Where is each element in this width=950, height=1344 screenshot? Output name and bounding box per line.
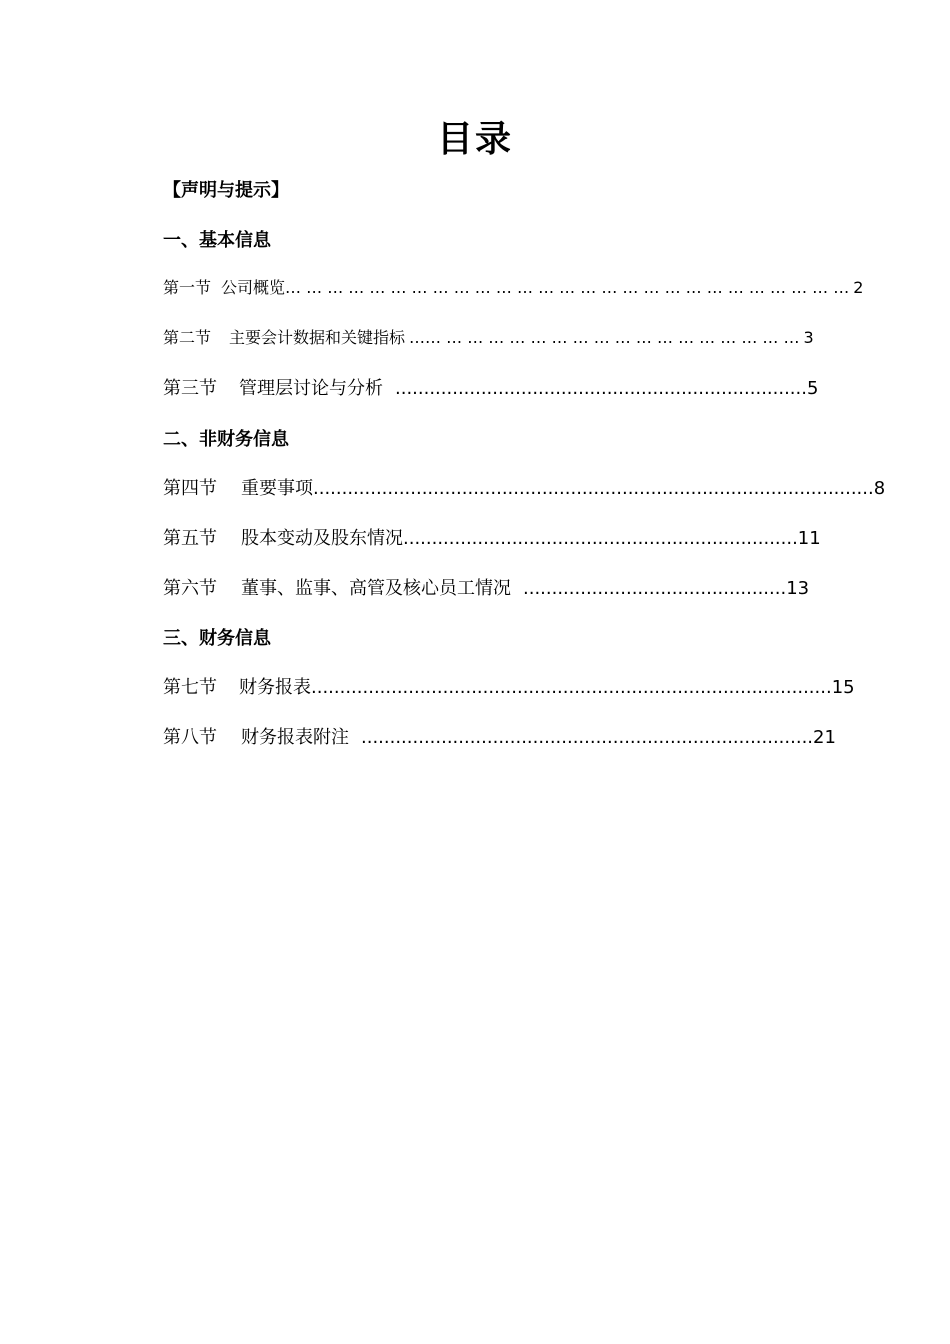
toc-leader: .............................................. — [523, 578, 787, 599]
toc-page-number: 13 — [786, 578, 810, 599]
part-heading-non-financial-info: 二、非财务信息 — [163, 429, 289, 450]
toc-section-number: 第三节 — [163, 378, 217, 399]
declaration-heading: 【声明与提示】 — [163, 180, 289, 201]
toc-entry-section-5[interactable] — [163, 527, 821, 551]
toc-entry-section-4[interactable] — [163, 477, 886, 501]
toc-section-title: 主要会计数据和关键指标 — [229, 328, 406, 347]
toc-section-number: 第八节 — [163, 727, 217, 748]
toc-leader: …… … … … … … … … … … … … … … … … … … — [409, 328, 800, 347]
toc-page-number: 3 — [803, 328, 814, 347]
toc-section-number: 第七节 — [163, 677, 217, 698]
toc-entry-section-7[interactable] — [163, 676, 855, 700]
toc-section-number: 第一节 — [163, 278, 212, 297]
toc-section-number: 第二节 — [163, 328, 212, 347]
toc-section-number: 第五节 — [163, 528, 217, 549]
toc-section-title: 管理层讨论与分析 — [239, 378, 383, 399]
toc-leader: ..................................................................... — [403, 528, 798, 549]
toc-page-number: 8 — [873, 478, 886, 499]
toc-page-number: 21 — [813, 727, 836, 748]
toc-page-number: 5 — [806, 378, 819, 399]
toc-section-number: 第四节 — [163, 478, 217, 499]
part-heading-financial-info: 三、财务信息 — [163, 628, 271, 649]
toc-leader: ............................................................................... — [361, 727, 814, 748]
toc-page-number: 11 — [797, 528, 821, 549]
toc-section-number: 第六节 — [163, 578, 217, 599]
page-title: 目录 — [436, 119, 513, 160]
toc-leader: .................................................................................................. — [313, 478, 874, 499]
toc-entry-section-6[interactable] — [163, 577, 810, 601]
toc-entry-section-1[interactable] — [163, 276, 864, 300]
toc-section-title: 重要事项 — [241, 478, 313, 499]
toc-entry-section-8[interactable] — [163, 726, 836, 750]
toc-entry-section-3[interactable] — [163, 377, 819, 401]
toc-section-title: 董事、监事、高管及核心员工情况 — [241, 578, 511, 599]
toc-leader: … … … … … … … … … … … … … … … … … … … … … … … … … … … — [285, 278, 850, 297]
toc-entry-section-2[interactable] — [163, 326, 814, 350]
toc-page-number: 15 — [831, 677, 855, 698]
toc-section-title: 财务报表附注 — [241, 727, 349, 748]
toc-leader: ........................................................................................... — [311, 677, 832, 698]
toc-section-title: 财务报表 — [239, 677, 311, 698]
toc-section-title: 公司概览 — [221, 278, 286, 297]
part-heading-basic-info: 一、基本信息 — [163, 230, 271, 251]
toc-section-title: 股本变动及股东情况 — [241, 528, 403, 549]
toc-leader: ........................................................................ — [395, 378, 807, 399]
toc-page-number: 2 — [853, 278, 864, 297]
